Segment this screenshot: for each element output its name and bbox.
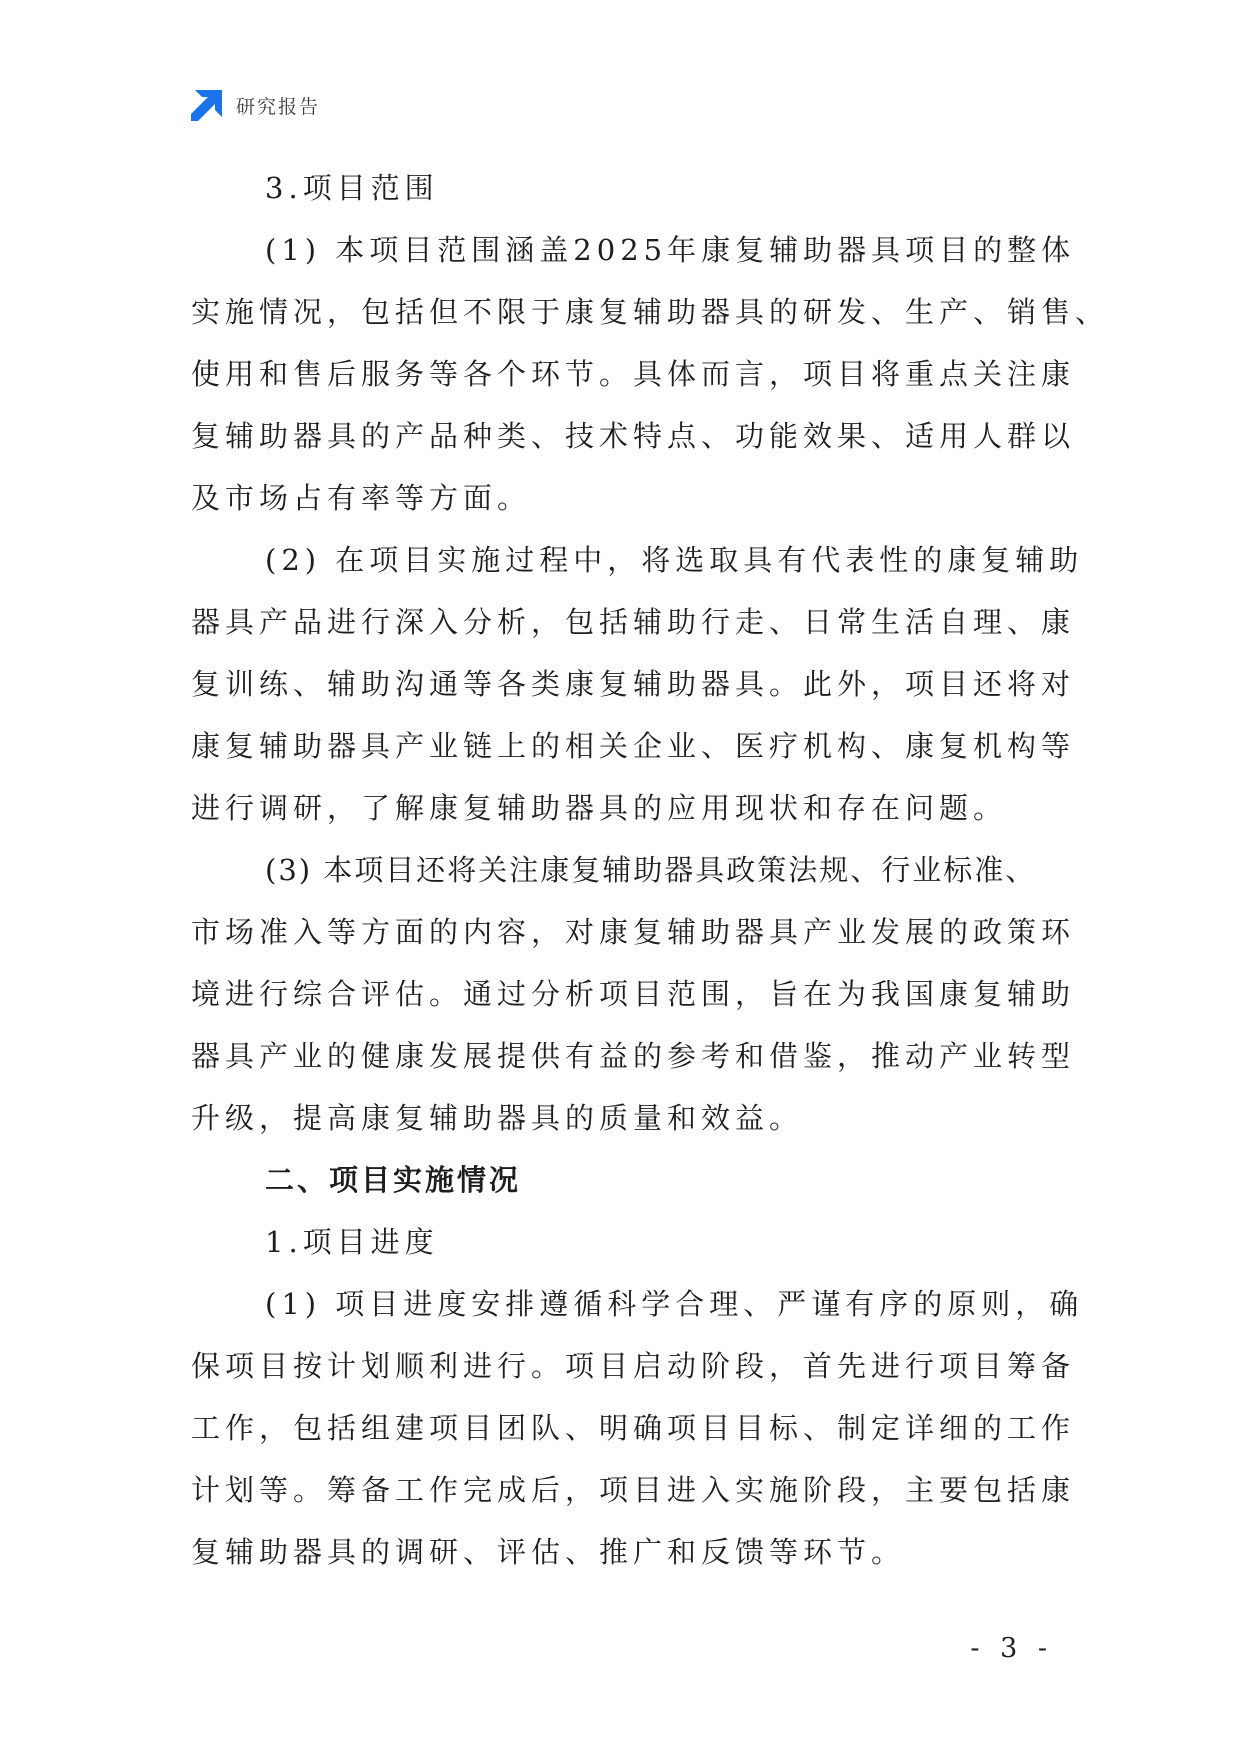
paragraph-line: 器具产业的健康发展提供有益的参考和借鉴，推动产业转型	[191, 1039, 1076, 1073]
header-title: 研究报告	[236, 95, 321, 118]
paragraph-line: 进行调研，了解康复辅助器具的应用现状和存在问题。	[191, 791, 1008, 825]
paragraph-line: 复辅助器具的产品种类、技术特点、功能效果、适用人群以	[191, 419, 1076, 453]
paragraph-line: (2) 在项目实施过程中，将选取具有代表性的康复辅助	[265, 543, 1084, 577]
paragraph-line: 市场准入等方面的内容，对康复辅助器具产业发展的政策环	[191, 915, 1076, 949]
paragraph-line: 计划等。筹备工作完成后，项目进入实施阶段，主要包括康	[191, 1473, 1076, 1507]
report-logo-icon	[191, 90, 222, 121]
paragraph-line: 复训练、辅助沟通等各类康复辅助器具。此外，项目还将对	[191, 667, 1076, 701]
chapter-heading: 二、项目实施情况	[265, 1163, 522, 1197]
document-body	[191, 157, 1110, 1583]
paragraph-line: 使用和售后服务等各个环节。具体而言，项目将重点关注康	[191, 357, 1076, 391]
paragraph-line: (3) 本项目还将关注康复辅助器具政策法规、行业标准、	[265, 853, 1037, 887]
paragraph-line: 器具产品进行深入分析，包括辅助行走、日常生活自理、康	[191, 605, 1076, 639]
page-number: - 3 -	[970, 1633, 1053, 1664]
paragraph-line: 保项目按计划顺利进行。项目启动阶段，首先进行项目筹备	[191, 1349, 1076, 1383]
section-heading: 3.项目范围	[265, 171, 439, 205]
paragraph-line: 及市场占有率等方面。	[191, 481, 532, 515]
paragraph-line: 实施情况，包括但不限于康复辅助器具的研发、生产、销售、	[191, 295, 1110, 329]
paragraph-line: 康复辅助器具产业链上的相关企业、医疗机构、康复机构等	[191, 729, 1076, 763]
paragraph-line: 工作，包括组建项目团队、明确项目目标、制定详细的工作	[191, 1411, 1076, 1445]
paragraph-line: 复辅助器具的调研、评估、推广和反馈等环节。	[191, 1535, 906, 1569]
paragraph-line: (1) 本项目范围涵盖2025年康复辅助器具项目的整体	[265, 233, 1076, 267]
page-header	[191, 89, 320, 121]
paragraph-line: 升级，提高康复辅助器具的质量和效益。	[191, 1101, 804, 1135]
section-heading: 1.项目进度	[265, 1225, 439, 1259]
paragraph-line: (1) 项目进度安排遵循科学合理、严谨有序的原则，确	[265, 1287, 1084, 1321]
paragraph-line: 境进行综合评估。通过分析项目范围，旨在为我国康复辅助	[191, 977, 1076, 1011]
